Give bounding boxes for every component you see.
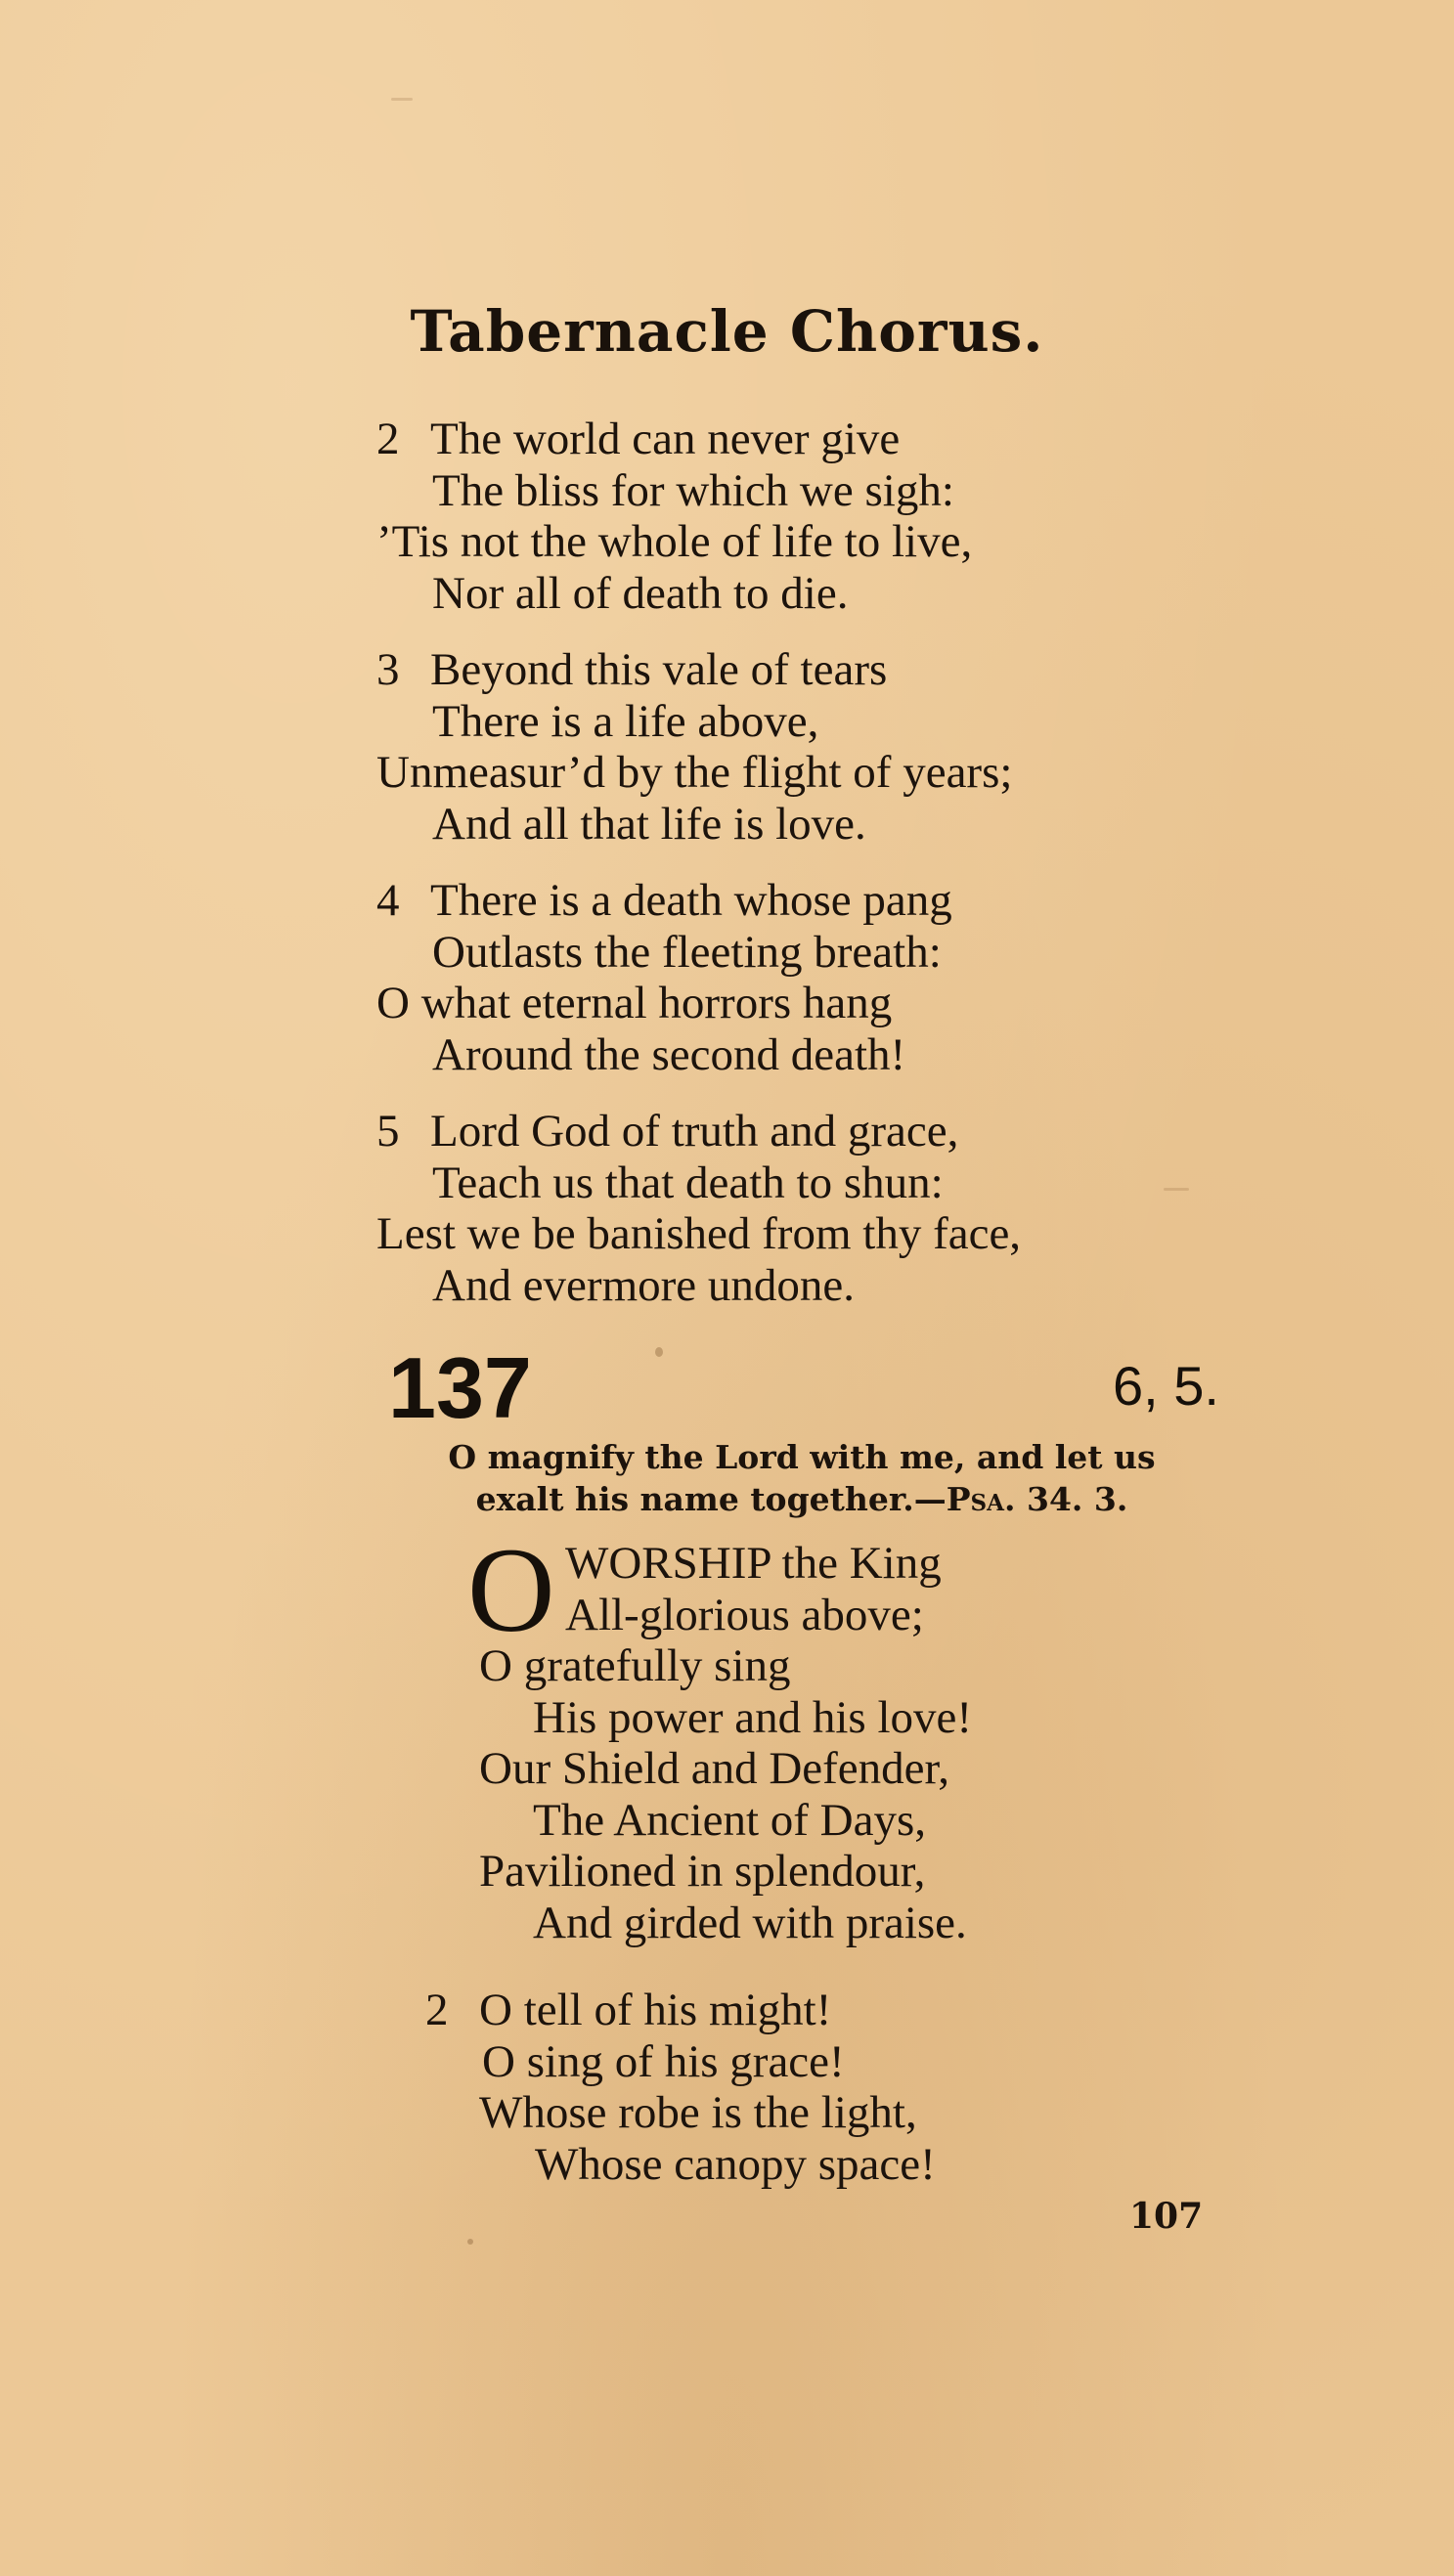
verse-line: 2 O tell of his might!: [425, 1985, 832, 2035]
verse-line: 2 The world can never give: [376, 414, 901, 464]
verse-line: All-glorious above;: [565, 1589, 924, 1640]
verse-number: 2: [376, 414, 400, 464]
previous-hymn-verse-4: [376, 875, 952, 1080]
hymn-meter: 6, 5.: [1113, 1355, 1219, 1417]
verse-number: 4: [376, 875, 400, 926]
hymn-epigraph: [372, 1436, 1232, 1520]
verse-line: And girded with praise.: [533, 1897, 967, 1948]
verse-line: Unmeasur’d by the flight of years;: [376, 747, 1013, 798]
verse-line: Around the second death!: [432, 1028, 906, 1080]
previous-hymn-verse-3: [376, 644, 1012, 850]
hymn-verse-2: [425, 1985, 936, 2190]
verse-line: WORSHIP the King: [565, 1538, 942, 1589]
paper-speck: [391, 98, 413, 101]
verse-line: The bliss for which we sigh:: [432, 464, 954, 516]
verse-number: 2: [425, 1985, 449, 2035]
verse-line: The Ancient of Days,: [533, 1794, 927, 1846]
paper-speck: [467, 2239, 473, 2245]
verse-line: Our Shield and Defender,: [479, 1743, 950, 1794]
verse-number: 5: [376, 1106, 400, 1157]
verse-line: Teach us that death to shun:: [432, 1157, 944, 1208]
verse-line: O sing of his grace!: [482, 2035, 845, 2087]
running-head: Tabernacle Chorus.: [410, 298, 1044, 365]
epigraph-source: Psa.: [946, 1480, 1016, 1518]
verse-line: There is a life above,: [432, 695, 819, 747]
verse-line: Lest we be banished from thy face,: [376, 1208, 1022, 1259]
verse-line: ’Tis not the whole of life to live,: [376, 516, 973, 567]
verse-number: 3: [376, 644, 400, 695]
verse-line: O gratefully sing: [479, 1640, 791, 1691]
previous-hymn-verse-5: [376, 1106, 1021, 1311]
verse-line: His power and his love!: [533, 1691, 973, 1743]
verse-line: 5 Lord God of truth and grace,: [376, 1106, 959, 1157]
verse-line: Pavilioned in splendour,: [479, 1846, 926, 1897]
page-number: 107: [1129, 2196, 1204, 2237]
epigraph-line: exalt his name together.—Psa. 34. 3.: [475, 1480, 1128, 1518]
hymn-verse-1: [479, 1538, 972, 1948]
verse-line: Whose robe is the light,: [479, 2087, 917, 2138]
verse-line: 3 Beyond this vale of tears: [376, 644, 888, 695]
paper-speck: [1164, 1188, 1189, 1191]
verse-line: Outlasts the fleeting breath:: [432, 926, 942, 978]
verse-line: 4 There is a death whose pang: [376, 875, 952, 926]
paper-speck: [655, 1347, 663, 1357]
verse-line: Whose canopy space!: [535, 2138, 936, 2190]
previous-hymn-verse-2: [376, 414, 972, 619]
verse-line: Nor all of death to die.: [432, 567, 849, 619]
epigraph-reference: 34. 3.: [1027, 1480, 1128, 1518]
epigraph-line: O magnify the Lord with me, and let us: [448, 1438, 1156, 1476]
verse-line: And evermore undone.: [432, 1259, 855, 1311]
verse-line: And all that life is love.: [432, 798, 866, 850]
hymn-number: 137: [388, 1339, 532, 1436]
verse-line: O what eternal horrors hang: [376, 978, 893, 1028]
dropcap-letter: O: [467, 1523, 555, 1657]
